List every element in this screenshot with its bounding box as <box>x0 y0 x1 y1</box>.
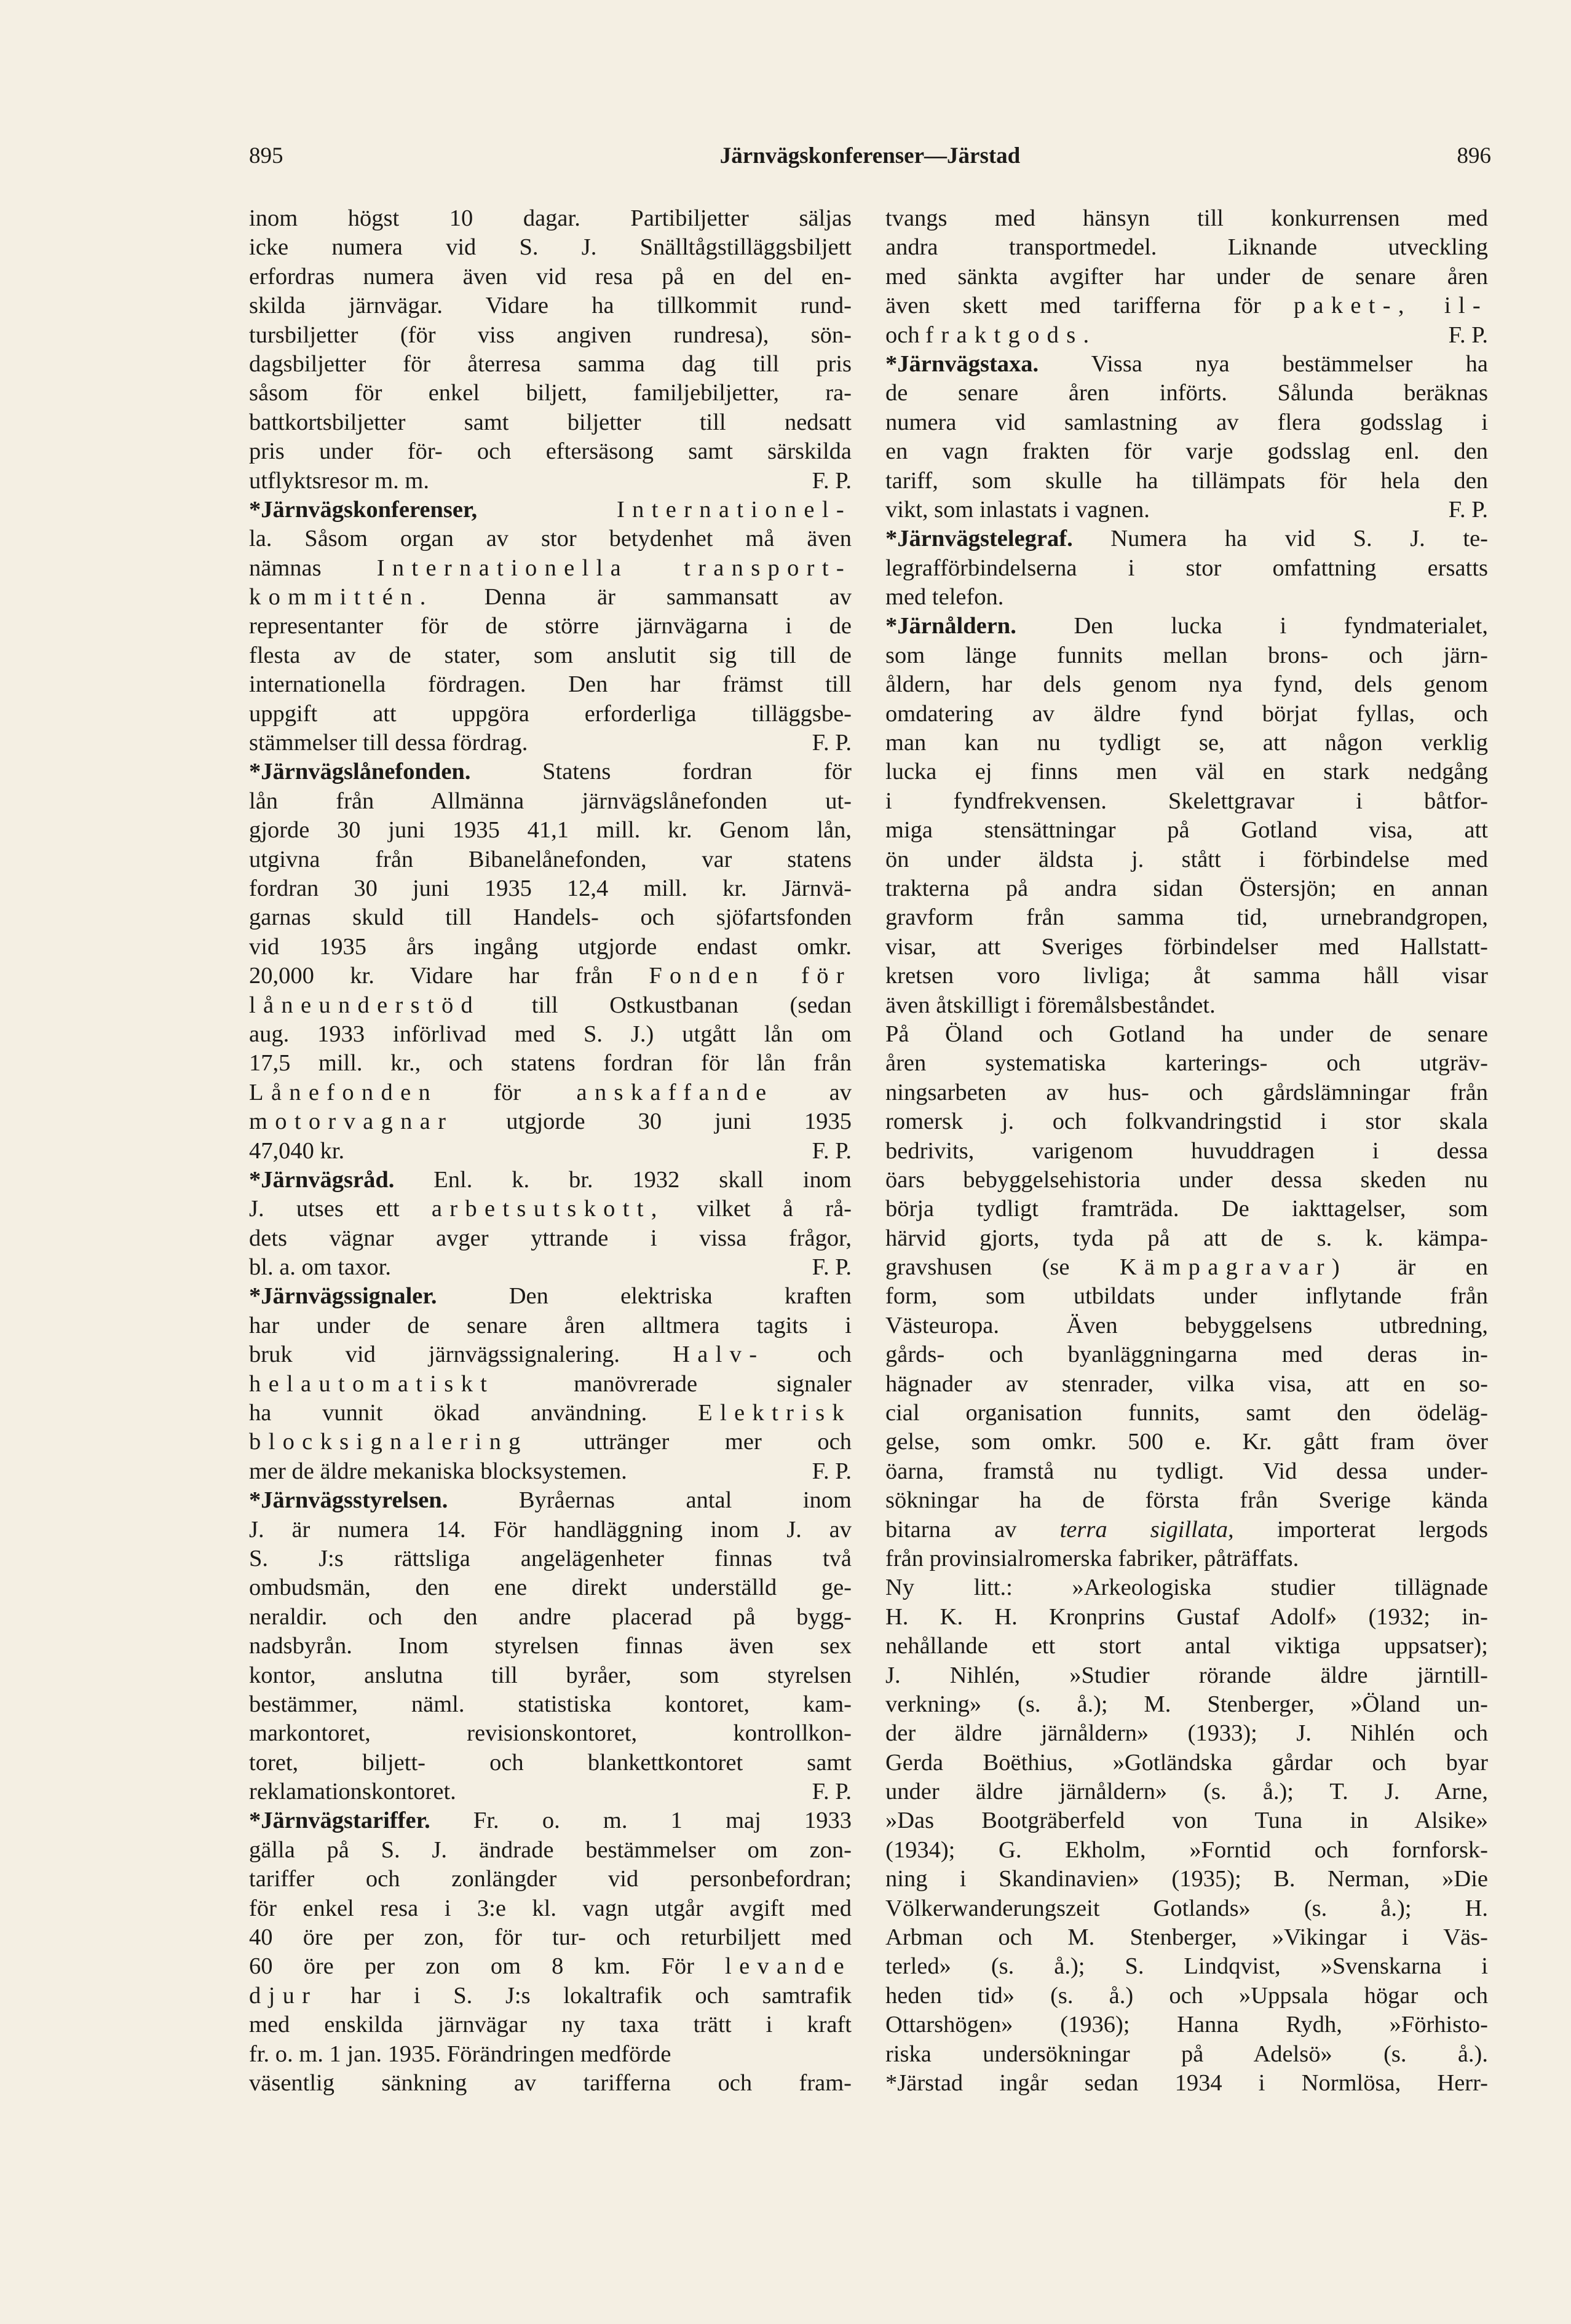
text-line: riska undersökningar på Adelsö» (s. å.). <box>885 2041 1488 2067</box>
text-line: verkning» (s. å.); M. Stenberger, »Öland un- <box>885 1691 1488 1717</box>
italic-term: terra sigillata, <box>1059 1516 1234 1543</box>
text-line: såsom för enkel biljett, familjebiljetter, ra- <box>249 380 852 406</box>
text-line: gelse, som omkr. 500 e. Kr. gått fram över <box>885 1429 1488 1455</box>
spaced-emphasis: Lånefonden <box>249 1079 438 1105</box>
text-line: utgivna från Bibanelånefonden, var statens <box>249 846 852 872</box>
spaced-emphasis: arbetsutskott, <box>431 1196 665 1222</box>
text-line: andra transportmedel. Liknande utveckling <box>885 234 1488 261</box>
entry-headword: *Järnvägssignaler. <box>249 1283 437 1310</box>
text-line: väsentlig sänkning av tarifferna och fram- <box>249 2070 852 2096</box>
text-line: blocksignalering uttränger mer och <box>249 1429 852 1455</box>
text-line: en vagn frakten för varje godsslag enl. den <box>885 438 1488 465</box>
text-line: aug. 1933 införlivad med S. J.) utgått lån om <box>249 1021 852 1047</box>
text-line: som länge funnits mellan brons- och järn- <box>885 642 1488 668</box>
text-line: *Järnvägsstyrelsen. Byråernas antal inom <box>249 1487 852 1514</box>
text-line: ön under äldsta j. stått i förbindelse med <box>885 846 1488 872</box>
text-line: 40 öre per zon, för tur- och returbiljett med <box>249 1924 852 1951</box>
left-column <box>249 204 852 2098</box>
text-line: har under de senare åren alltmera tagits i <box>249 1312 852 1338</box>
text-line: inom högst 10 dagar. Partibiljetter säljas <box>249 205 852 231</box>
text-line: garnas skuld till Handels- och sjöfartsfonden <box>249 904 852 931</box>
text-line: battkortsbiljetter samt biljetter till nedsatt <box>249 409 852 435</box>
spaced-emphasis: helautomatiskt <box>249 1370 495 1397</box>
text-line: ha vunnit ökad användning. Elektrisk <box>249 1400 852 1426</box>
text-line: gälla på S. J. ändrade bestämmelser om zon- <box>249 1836 852 1863</box>
text-line: utflyktsresor m. m. F. P. <box>249 467 852 496</box>
spaced-emphasis: Internationel- <box>617 496 852 523</box>
text-line: Ottarshögen» (1936); Hanna Rydh, »Förhisto- <box>885 2012 1488 2038</box>
text-line: icke numera vid S. J. Snälltågstilläggsbiljett <box>249 234 852 261</box>
text-line: från provinsialromerska fabriker, påträffats. <box>885 1545 1299 1571</box>
spaced-emphasis: il- <box>1444 293 1488 319</box>
entry-headword: *Järnvägslånefonden. <box>249 759 471 785</box>
spaced-emphasis: Elektrisk <box>698 1400 852 1426</box>
text-line: J. Nihlén, »Studier rörande äldre järntill- <box>885 1662 1488 1688</box>
text-line: mer de äldre mekaniska blocksystemen. F. P. <box>249 1457 852 1486</box>
page-number-right: 896 <box>1457 143 1491 168</box>
spaced-emphasis: Kämpagravar) <box>1119 1254 1348 1281</box>
text-line: ningsarbeten av hus- och gårdslämningar från <box>885 1079 1488 1105</box>
author-signature: F. P. <box>1448 496 1488 523</box>
text-line: åren systematiska karterings- och utgräv- <box>885 1050 1488 1077</box>
text-line: och fraktgods. F. P. <box>885 321 1488 350</box>
text-line: *Järstad ingår sedan 1934 i Normlösa, Herr- <box>885 2070 1488 2096</box>
text-line: legrafförbindelserna i stor omfattning ersatts <box>885 555 1488 581</box>
text-line: helautomatiskt manövrerade signaler <box>249 1370 852 1397</box>
text-line: med sänkta avgifter har under de senare åren <box>885 263 1488 290</box>
text-line: På Öland och Gotland ha under de senare <box>885 1021 1488 1047</box>
spaced-emphasis: Internationella <box>376 555 628 581</box>
text-line: lån från Allmänna järnvägslånefonden ut- <box>249 788 852 814</box>
text-line: form, som utbildats under inflytande från <box>885 1283 1488 1310</box>
text-line: hägnader av stenrader, vilka visa, att en so- <box>885 1370 1488 1397</box>
text-line: bitarna av terra sigillata, importerat lergods <box>885 1516 1488 1543</box>
text-line: S. J:s rättsliga angelägenheter finnas två <box>249 1545 852 1571</box>
entry-headword: *Järnåldern. <box>885 613 1016 639</box>
text-line: öars bebyggelsehistoria under dessa skeden nu <box>885 1166 1488 1193</box>
entry-headword: *Järnvägstaxa. <box>885 350 1039 377</box>
spaced-emphasis: levande <box>725 1953 852 1980</box>
text-line: låneunderstöd till Ostkustbanan (sedan <box>249 992 852 1018</box>
text-line: visar, att Sveriges förbindelser med Hallstatt- <box>885 933 1488 960</box>
entry-headword: *Järnvägskonferenser, <box>249 496 478 523</box>
spaced-emphasis: paket-, <box>1293 293 1412 319</box>
text-line: Lånefonden för anskaffande av <box>249 1079 852 1105</box>
spaced-emphasis: blocksignalering <box>249 1429 528 1455</box>
text-line: för enkel resa i 3:e kl. vagn utgår avgift med <box>249 1895 852 1921</box>
text-line: Völkerwanderungszeit Gotlands» (s. å.); H. <box>885 1895 1488 1921</box>
text-line: tariff, som skulle ha tillämpats för hela den <box>885 467 1488 494</box>
author-signature: F. P. <box>812 467 852 494</box>
spaced-emphasis: transport- <box>684 555 852 581</box>
text-line: Västeuropa. Även bebyggelsens utbredning, <box>885 1312 1488 1338</box>
text-line: pris under för- och eftersäsong samt särskilda <box>249 438 852 465</box>
page-number-left: 895 <box>249 143 283 168</box>
text-line: dagsbiljetter för återresa samma dag till pris <box>249 350 852 377</box>
text-line: nadsbyrån. Inom styrelsen finnas även sex <box>249 1633 852 1659</box>
spaced-emphasis: anskaffande <box>576 1079 774 1105</box>
text-line: härvid gjorts, tyda på att de s. k. kämpa- <box>885 1225 1488 1251</box>
text-line: *Järnvägstaxa. Vissa nya bestämmelser ha <box>885 350 1488 377</box>
author-signature: F. P. <box>812 1458 852 1484</box>
text-line: åldern, har dels genom nya fynd, dels genom <box>885 671 1488 698</box>
text-line: dets vägnar avger yttrande i vissa frågor, <box>249 1225 852 1251</box>
text-line <box>249 496 852 524</box>
text-line: romersk j. och folkvandringstid i stor skala <box>885 1109 1488 1135</box>
spaced-emphasis: låneunderstöd <box>249 992 481 1018</box>
text-line: *Järnvägssignaler. Den elektriska kraften <box>249 1283 852 1310</box>
text-line: der äldre järnåldern» (1933); J. Nihlén och <box>885 1720 1488 1747</box>
text-line: H. K. H. Kronprins Gustaf Adolf» (1932; in- <box>885 1603 1488 1630</box>
text-line: bruk vid järnvägssignalering. Halv- och <box>249 1342 852 1368</box>
text-line: numera vid samlastning av flera godsslag i <box>885 409 1488 435</box>
text-line: öarna, framstå nu tydligt. Vid dessa under- <box>885 1458 1488 1484</box>
text-line: Arbman och M. Stenberger, »Vikingar i Väs- <box>885 1924 1488 1951</box>
entry-headword: *Järnvägsstyrelsen. <box>249 1487 448 1514</box>
text-line: *Järnvägslånefonden. Statens fordran för <box>249 759 852 785</box>
entry-headword: *Järnvägstelegraf. <box>885 526 1073 552</box>
page-header <box>249 143 1491 180</box>
spaced-emphasis: motorvagnar <box>249 1109 454 1135</box>
text-line: även åtskilligt i föremålsbeståndet. <box>885 992 1216 1018</box>
text-line: »Das Bootgräberfeld von Tuna in Alsike» <box>885 1808 1488 1834</box>
spaced-emphasis: fraktgods. <box>925 322 1097 348</box>
text-line: lucka ej finns men väl en stark nedgång <box>885 759 1488 785</box>
text-line: Gerda Boëthius, »Gotländska gårdar och byar <box>885 1749 1488 1776</box>
text-line: med enskilda järnvägar ny taxa trätt i kraft <box>249 2012 852 2038</box>
text-line: ombudsmän, den ene direkt underställd ge- <box>249 1575 852 1601</box>
text-line: bl. a. om taxor. F. P. <box>249 1253 852 1282</box>
text-line: (1934); G. Ekholm, »Forntid och fornforsk- <box>885 1836 1488 1863</box>
text-line: 60 öre per zon om 8 km. För levande <box>249 1953 852 1980</box>
text-line: nehållande ett stort antal viktiga uppsatser); <box>885 1633 1488 1659</box>
text-line: gjorde 30 juni 1935 41,1 mill. kr. Genom lån, <box>249 817 852 844</box>
spaced-emphasis: kommittén. <box>249 584 433 611</box>
text-line: djur har i S. J:s lokaltrafik och samtrafik <box>249 1982 852 2009</box>
text-line: vikt, som inlastats i vagnen. F. P. <box>885 496 1488 524</box>
text-line: representanter för de större järnvägarna i de <box>249 613 852 639</box>
text-line: även skett med tarifferna för paket-, il- <box>885 293 1488 319</box>
entry-headword: *Järnvägsråd. <box>249 1166 395 1193</box>
text-line: *Järnåldern. Den lucka i fyndmaterialet, <box>885 613 1488 639</box>
text-line: kretsen voro livliga; åt samma håll visar <box>885 963 1488 989</box>
text-line: kommittén. Denna är sammansatt av <box>249 584 852 611</box>
text-line: gårds- och byanläggningarna med deras in- <box>885 1342 1488 1368</box>
text-line: motorvagnar utgjorde 30 juni 1935 <box>249 1109 852 1135</box>
text-line: trakterna på andra sidan Östersjön; en annan <box>885 875 1488 901</box>
text-line: gravform från samma tid, urnebrandgropen, <box>885 904 1488 931</box>
spaced-emphasis: för <box>801 963 852 989</box>
text-line: börja tydligt framträda. De iakttagelser, som <box>885 1196 1488 1222</box>
text-line: tursbiljetter (för viss angiven rundresa), sön- <box>249 322 852 348</box>
text-line: reklamationskontoret. F. P. <box>249 1777 852 1806</box>
text-line: la. Såsom organ av stor betydenhet må även <box>249 526 852 552</box>
text-line: tvangs med hänsyn till konkurrensen med <box>885 205 1488 231</box>
entry-headword: *Järnvägstariffer. <box>249 1808 430 1834</box>
text-line: ning i Skandinavien» (1935); B. Nerman, »Die <box>885 1866 1488 1892</box>
text-line: fr. o. m. 1 jan. 1935. Förändringen medförde <box>249 2041 671 2067</box>
text-line: miga stensättningar på Gotland visa, att <box>885 817 1488 844</box>
text-line: gravshusen (se Kämpagravar) är en <box>885 1254 1488 1281</box>
text-line: skilda järnvägar. Vidare ha tillkommit rund- <box>249 293 852 319</box>
text-line: sökningar ha de första från Sverige kända <box>885 1487 1488 1514</box>
spaced-emphasis: Halv- <box>673 1342 765 1368</box>
text-line: 17,5 mill. kr., och statens fordran för lån från <box>249 1050 852 1077</box>
text-line: med telefon. <box>885 584 1004 611</box>
text-line: toret, biljett- och blankettkontoret samt <box>249 1749 852 1776</box>
text-line: markontoret, revisionskontoret, kontrollkon- <box>249 1720 852 1747</box>
text-line: de senare åren införts. Sålunda beräknas <box>885 380 1488 406</box>
running-title: Järnvägskonferenser—Järstad <box>719 143 1021 168</box>
text-line: uppgift att uppgöra erforderliga tilläggsbe- <box>249 700 852 727</box>
text-line: neraldir. och den andre placerad på bygg- <box>249 1603 852 1630</box>
text-line: cial organisation funnits, samt den ödeläg- <box>885 1400 1488 1426</box>
text-line: *Järnvägstariffer. Fr. o. m. 1 maj 1933 <box>249 1808 852 1834</box>
right-column <box>885 204 1488 2098</box>
text-line: heden tid» (s. å.) och »Uppsala högar och <box>885 1982 1488 2009</box>
text-line: J. utses ett arbetsutskott, vilket å rå- <box>249 1196 852 1222</box>
text-line: flesta av de stater, som anslutit sig till de <box>249 642 852 668</box>
text-line: bestämmer, näml. statistiska kontoret, kam- <box>249 1691 852 1717</box>
author-signature: F. P. <box>812 1779 852 1805</box>
text-line: internationella fördragen. Den har främst till <box>249 671 852 698</box>
text-line: stämmelser till dessa fördrag. F. P. <box>249 729 852 757</box>
text-line: kontor, anslutna till byråer, som styrelsen <box>249 1662 852 1688</box>
text-line: terled» (s. å.); S. Lindqvist, »Svenskarna i <box>885 1953 1488 1980</box>
text-line: J. är numera 14. För handläggning inom J. av <box>249 1516 852 1543</box>
author-signature: F. P. <box>812 730 852 756</box>
text-line: nämnas Internationella transport- <box>249 555 852 581</box>
text-line: Ny litt.: »Arkeologiska studier tillägnade <box>885 1575 1488 1601</box>
text-line: fordran 30 juni 1935 12,4 mill. kr. Järnvä- <box>249 875 852 901</box>
text-line: i fyndfrekvensen. Skelettgravar i båtfor- <box>885 788 1488 814</box>
spaced-emphasis: Fonden <box>649 963 766 989</box>
text-line: bedrivits, varigenom huvuddragen i dessa <box>885 1137 1488 1164</box>
text-line: tariffer och zonlängder vid personbefordran; <box>249 1866 852 1892</box>
text-line: omdatering av äldre fynd börjat fyllas, och <box>885 700 1488 727</box>
text-line: *Järnvägstelegraf. Numera ha vid S. J. te- <box>885 526 1488 552</box>
text-line: 47,040 kr. F. P. <box>249 1137 852 1166</box>
text-line: 20,000 kr. Vidare har från Fonden för <box>249 963 852 989</box>
author-signature: F. P. <box>812 1254 852 1281</box>
text-line: *Järnvägsråd. Enl. k. br. 1932 skall inom <box>249 1166 852 1193</box>
author-signature: F. P. <box>1448 322 1488 348</box>
spaced-emphasis: djur <box>249 1982 318 2009</box>
text-line: under äldre järnåldern» (s. å.); T. J. Arne, <box>885 1779 1488 1805</box>
text-line: erfordras numera även vid resa på en del en- <box>249 263 852 290</box>
text-line: man kan nu tydligt se, att någon verklig <box>885 730 1488 756</box>
text-line: vid 1935 års ingång utgjorde endast omkr. <box>249 933 852 960</box>
author-signature: F. P. <box>812 1137 852 1164</box>
